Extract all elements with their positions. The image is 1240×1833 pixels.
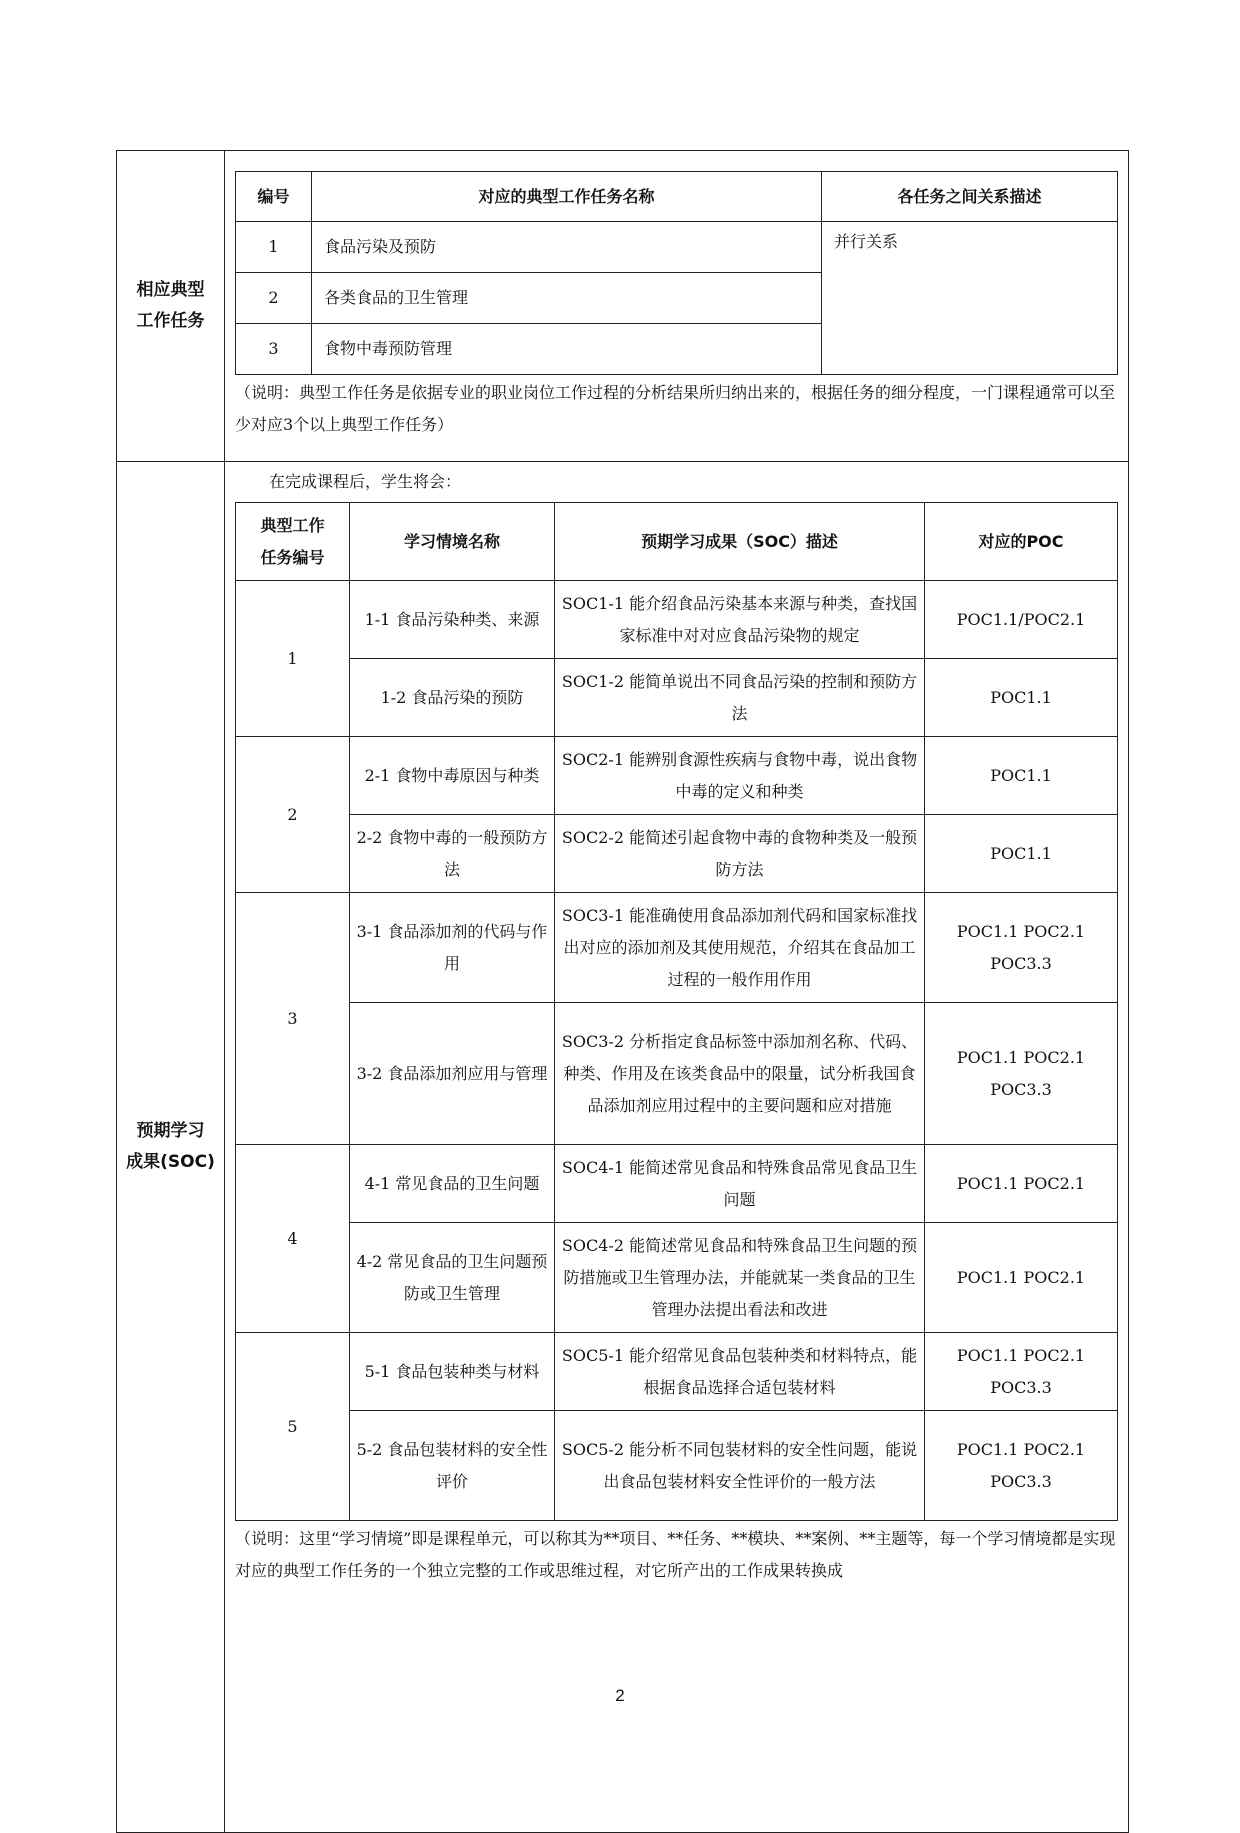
situation-name: 2-1 食物中毒原因与种类 xyxy=(350,737,555,815)
soc-description: SOC1-1 能介绍食品污染基本来源与种类，查找国家标准中对对应食品污染物的规定 xyxy=(555,581,925,659)
poc-value: POC1.1 POC2.1 xyxy=(925,1145,1118,1223)
header-soc: 预期学习成果（SOC）描述 xyxy=(555,503,925,581)
soc-description: SOC4-1 能简述常见食品和特殊食品常见食品卫生问题 xyxy=(555,1145,925,1223)
typical-tasks-table xyxy=(235,171,1118,375)
task-number: 4 xyxy=(236,1145,350,1333)
poc-value: POC1.1/POC2.1 xyxy=(925,581,1118,659)
soc-section xyxy=(117,462,1129,1833)
page-number: 2 xyxy=(615,1686,625,1705)
table-row xyxy=(236,1003,1118,1145)
typical-tasks-cell xyxy=(225,151,1129,462)
situation-name: 3-1 食品添加剂的代码与作用 xyxy=(350,893,555,1003)
table-row xyxy=(236,737,1118,815)
task-number: 2 xyxy=(236,737,350,893)
soc-description: SOC2-2 能简述引起食物中毒的食物种类及一般预防方法 xyxy=(555,815,925,893)
table-row xyxy=(236,222,1118,273)
typical-tasks-section xyxy=(117,151,1129,462)
soc-description: SOC3-2 分析指定食品标签中添加剂名称、代码、种类、作用及在该类食品中的限量，试分析我国食品添加剂应用过程中的主要问题和应对措施 xyxy=(555,1003,925,1145)
soc-description: SOC5-1 能介绍常见食品包装种类和材料特点，能根据食品选择合适包装材料 xyxy=(555,1333,925,1411)
poc-value: POC1.1 POC2.1 POC3.3 xyxy=(925,1411,1118,1521)
table-row xyxy=(236,1333,1118,1411)
header-num: 编号 xyxy=(236,172,312,222)
situation-name: 4-1 常见食品的卫生问题 xyxy=(350,1145,555,1223)
header-task-num: 典型工作 任务编号 xyxy=(236,503,350,581)
poc-value: POC1.1 xyxy=(925,815,1118,893)
table-row xyxy=(236,659,1118,737)
table-row xyxy=(236,1223,1118,1333)
poc-value: POC1.1 POC2.1 POC3.3 xyxy=(925,893,1118,1003)
header-task-name: 对应的典型工作任务名称 xyxy=(312,172,822,222)
soc-cell xyxy=(225,462,1129,1833)
table-row xyxy=(236,815,1118,893)
soc-description: SOC1-2 能简单说出不同食品污染的控制和预防方法 xyxy=(555,659,925,737)
soc-description: SOC3-1 能准确使用食品添加剂代码和国家标准找出对应的添加剂及其使用规范，介绍其在食品加工过程的一般作用作用 xyxy=(555,893,925,1003)
soc-header-row xyxy=(236,503,1118,581)
relation-description: 并行关系 xyxy=(822,222,1118,375)
task-number: 1 xyxy=(236,581,350,737)
soc-intro: 在完成课程后，学生将会： xyxy=(269,472,462,491)
table-row xyxy=(236,581,1118,659)
typical-tasks-note: （说明：典型工作任务是依据专业的职业岗位工作过程的分析结果所归纳出来的，根据任务的细分程度，一门课程通常可以至少对应3个以上典型工作任务） xyxy=(235,383,1116,434)
situation-name: 5-2 食品包装材料的安全性评价 xyxy=(350,1411,555,1521)
poc-value: POC1.1 xyxy=(925,659,1118,737)
situation-name: 1-1 食品污染种类、来源 xyxy=(350,581,555,659)
situation-name: 4-2 常见食品的卫生问题预防或卫生管理 xyxy=(350,1223,555,1333)
soc-table xyxy=(235,502,1118,1521)
poc-value: POC1.1 POC2.1 xyxy=(925,1223,1118,1333)
task-number: 3 xyxy=(236,893,350,1145)
situation-name: 3-2 食品添加剂应用与管理 xyxy=(350,1003,555,1145)
poc-value: POC1.1 POC2.1 POC3.3 xyxy=(925,1333,1118,1411)
poc-value: POC1.1 xyxy=(925,737,1118,815)
task-name: 各类食品的卫生管理 xyxy=(312,273,822,324)
table-row xyxy=(236,893,1118,1003)
situation-name: 5-1 食品包装种类与材料 xyxy=(350,1333,555,1411)
typical-tasks-header-row xyxy=(236,172,1118,222)
task-number: 5 xyxy=(236,1333,350,1521)
header-situation: 学习情境名称 xyxy=(350,503,555,581)
task-num: 1 xyxy=(236,222,312,273)
situation-name: 1-2 食品污染的预防 xyxy=(350,659,555,737)
situation-name: 2-2 食物中毒的一般预防方法 xyxy=(350,815,555,893)
table-row xyxy=(236,1145,1118,1223)
soc-label: 预期学习 成果(SOC) xyxy=(117,462,225,1833)
soc-description: SOC4-2 能简述常见食品和特殊食品卫生问题的预防措施或卫生管理办法，并能就某一类食品的卫生管理办法提出看法和改进 xyxy=(555,1223,925,1333)
soc-description: SOC2-1 能辨别食源性疾病与食物中毒，说出食物中毒的定义和种类 xyxy=(555,737,925,815)
task-num: 3 xyxy=(236,324,312,375)
course-outline-table xyxy=(116,150,1129,1833)
header-relation: 各任务之间关系描述 xyxy=(822,172,1118,222)
table-row xyxy=(236,1411,1118,1521)
task-num: 2 xyxy=(236,273,312,324)
typical-tasks-label: 相应典型 工作任务 xyxy=(117,151,225,462)
header-poc: 对应的POC xyxy=(925,503,1118,581)
soc-description: SOC5-2 能分析不同包装材料的安全性问题，能说出食品包装材料安全性评价的一般方法 xyxy=(555,1411,925,1521)
task-name: 食品污染及预防 xyxy=(312,222,822,273)
soc-note: （说明：这里“学习情境”即是课程单元，可以称其为**项目、**任务、**模块、**案例、**主题等，每一个学习情境都是实现对应的典型工作任务的一个独立完整的工作或思维过程，对它所产出的工作成果转换成 xyxy=(235,1529,1116,1580)
task-name: 食物中毒预防管理 xyxy=(312,324,822,375)
poc-value: POC1.1 POC2.1 POC3.3 xyxy=(925,1003,1118,1145)
